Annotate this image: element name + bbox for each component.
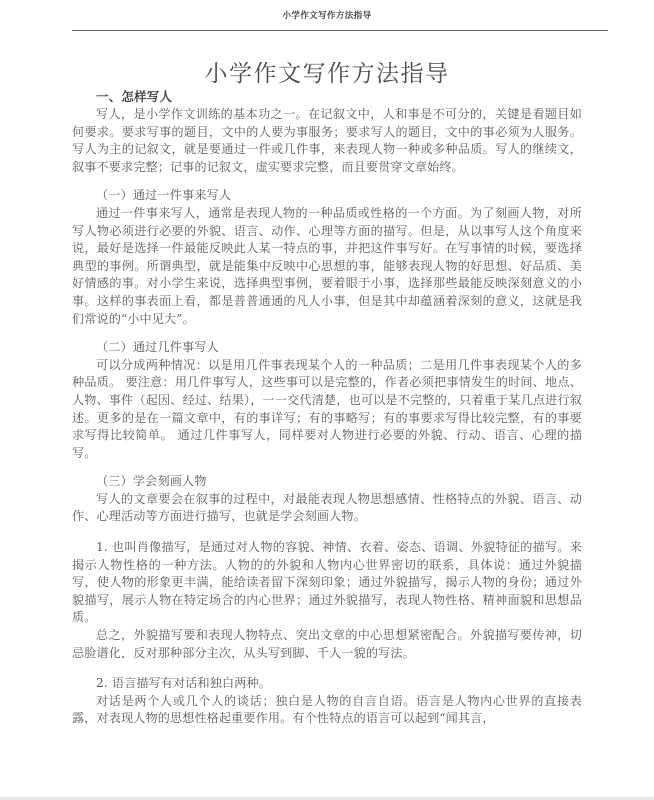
paragraph-spacer [72, 662, 582, 675]
section-paragraph-1: 写人，是小学作文训练的基本功之一。在记叙文中，人和事是不可分的，关键是看题目如何要求。要求写事的题目，文中的人要为事服务；要求写人的题目，文中的事必须为人服务。写人为主的记叙文，就是要通过一件或几件事，来表现人物一种或多种品质。写人的继续文，叙事不要求完整；记事的记叙文，虚实要求完整，而且要贯穿文章始终。 [72, 107, 582, 174]
section-paragraph-4: 写人的文章要会在叙事的过程中，对最能表现人物思想感情、性格特点的外貌、语言、动作、心理活动等方面进行描写，也就是学会刻画人物。 [72, 491, 582, 524]
numbered-item-2: 2. 语言描写有对话和独白两种。 [96, 676, 272, 691]
document-body [72, 88, 582, 728]
section-heading-3: （二）通过几件事写人 [96, 340, 219, 355]
paragraph-spacer [72, 176, 582, 187]
section-paragraph-3: 可以分成两种情况：以是用几件事表现某个人的一种品质；二是用几件事表现某个人的多种品质。 要注意：用几件事写人，这些事可以是完整的，作者必须把事情发生的时间、地点、人物、事件（起因、经过、结果），一一交代清楚，也可以是不完整的，只着重于某几点进行叙述。更多的是在一篇文章中，有的事详写；有的事略写；有的事要求写得比较完整，有的事要求写得比较简单。 通过几件事写人，同样要对人物进行必要的外貌、行动、语言、心理的描写。 [72, 357, 582, 460]
numbered-item-1-paragraph: 总之，外貌描写要和表现人物特点、突出文章的中心思想紧密配合。外貌描写要传神，切忌脸谱化，反对那种部分主次，从头写到脚、千人一貌的写法。 [72, 628, 582, 660]
numbered-item-2-paragraph: 对话是两个人或几个人的谈话；独白是人物的自言自语。语言是人物内心世界的直接表露，对表现人物的思想性格起重要作用。有个性特点的语言可以起到“闻其言， [72, 693, 582, 726]
page-title: 小学作文写作方法指导 [204, 61, 450, 88]
section-paragraph-2: 通过一件事来写人，通常是表现人物的一种品质或性格的一个方面。为了刻画人物，对所写人物必须进行必要的外貌、语言、动作、心理等方面的描写。但是，从以事写人这个角度来说，最好是选择一件最能反映此人某一特点的事，并把这件事写好。在写事情的时候，要选择典型的事例。所谓典型，就是能集中反映中心思想的事，能够表现人物的好思想、好品质、美好情感的事。对小学生来说，选择典型事例，要着眼于小事，选择那些最能反映深刻意义的小事。这样的事表面上看，都是普普通通的凡人小事，但是其中却蕴涵着深刻的意义，这就是我们常说的“小中见大”。 [72, 205, 582, 326]
numbered-item-1: 1. 也叫肖像描写，是通过对人物的容貌、神情、衣着、姿态、语调、外貌特征的描写。来揭示人物性格的一种方法。人物的的外貌和人物内心世界密切的联系，具体说：通过外貌描写，使人物的形象更丰满，能给读者留下深刻印象；通过外貌描写，揭示人物的身份；通过外貌描写，展示人物在特定场合的内心世界；通过外貌描写，表现人物性格、精神面貌和思想品质。 [72, 540, 582, 625]
header-rule-divider [72, 30, 608, 31]
section-heading-2: （一）通过一件事来写人 [96, 188, 232, 203]
paragraph-spacer [72, 462, 582, 473]
running-header: 小学作文写作方法指导 [282, 11, 372, 21]
section-heading-4: （三）学会刻画人物 [96, 474, 207, 489]
paragraph-spacer [72, 328, 582, 339]
paragraph-spacer [72, 526, 582, 539]
section-heading-1: 一、怎样写人 [96, 89, 173, 104]
